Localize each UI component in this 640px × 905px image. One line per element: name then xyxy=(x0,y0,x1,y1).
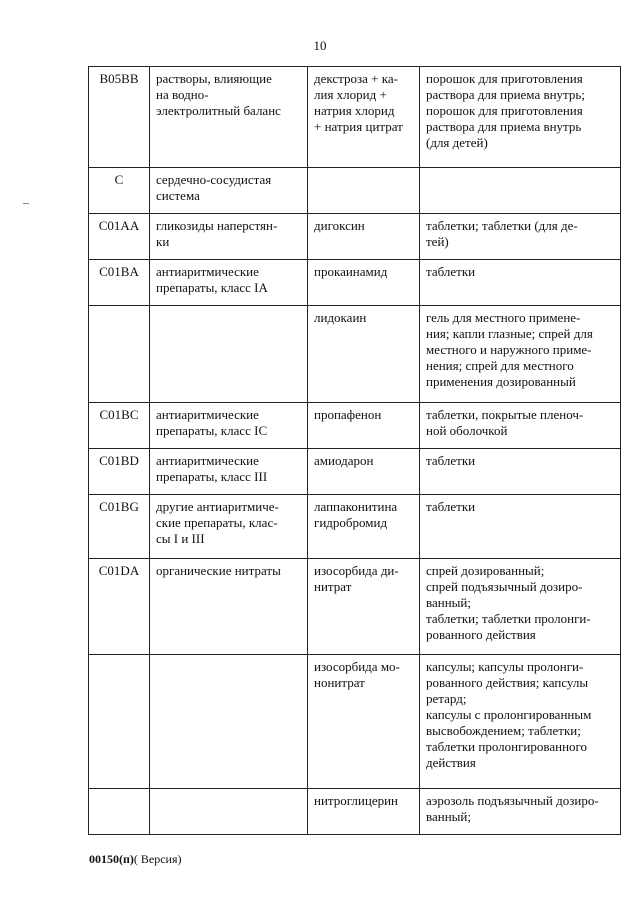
form-cell: порошок для приготовления раствора для приема внутрь; порошок для приготовления раствора для приема внутрь (для детей) xyxy=(420,67,621,168)
table-row xyxy=(89,495,621,559)
page-number: 10 xyxy=(313,38,327,53)
form-cell: спрей дозированный; спрей подъязычный дозиро- ванный; таблетки; таблетки пролонги- рованного действия xyxy=(420,559,621,655)
group-cell: антиаритмические препараты, класс IC xyxy=(150,403,308,449)
drug-cell: изосорбида ди- нитрат xyxy=(308,559,420,655)
group-cell: антиаритмические препараты, класс IA xyxy=(150,260,308,306)
drug-cell: пропафенон xyxy=(308,403,420,449)
group-cell: другие антиаритмиче- ские препараты, клас- сы I и III xyxy=(150,495,308,559)
group-cell: антиаритмические препараты, класс III xyxy=(150,449,308,495)
version-label: ( Версия) xyxy=(133,852,182,866)
table-row xyxy=(89,168,621,214)
atc-code-cell: B05BB xyxy=(89,67,150,168)
drug-cell: прокаинамид xyxy=(308,260,420,306)
margin-mark xyxy=(23,203,29,204)
atc-code-cell xyxy=(89,655,150,789)
drug-cell: нитроглицерин xyxy=(308,789,420,835)
table-row xyxy=(89,403,621,449)
table-row xyxy=(89,214,621,260)
atc-code-cell xyxy=(89,306,150,403)
form-cell: аэрозоль подъязычный дозиро- ванный; xyxy=(420,789,621,835)
drug-cell: изосорбида мо- нонитрат xyxy=(308,655,420,789)
form-cell: таблетки xyxy=(420,495,621,559)
group-cell: сердечно-сосудистая система xyxy=(150,168,308,214)
form-cell: таблетки; таблетки (для де- тей) xyxy=(420,214,621,260)
drug-cell: амиодарон xyxy=(308,449,420,495)
atc-code-cell: C01BD xyxy=(89,449,150,495)
atc-code-cell: C01BG xyxy=(89,495,150,559)
table-row xyxy=(89,67,621,168)
drug-cell: дигоксин xyxy=(308,214,420,260)
group-cell xyxy=(150,789,308,835)
form-cell: гель для местного примене- ния; капли глазные; спрей для местного и наружного приме- нения; спрей для местного применения дозированный xyxy=(420,306,621,403)
atc-code-cell: C01AA xyxy=(89,214,150,260)
form-cell: таблетки, покрытые пленоч- ной оболочкой xyxy=(420,403,621,449)
drug-cell: лидокаин xyxy=(308,306,420,403)
group-cell: гликозиды наперстян- ки xyxy=(150,214,308,260)
form-cell: таблетки xyxy=(420,449,621,495)
group-cell xyxy=(150,306,308,403)
atc-code-cell: C xyxy=(89,168,150,214)
group-cell: растворы, влияющие на водно- электролитный баланс xyxy=(150,67,308,168)
drug-table xyxy=(88,66,621,835)
atc-code-cell: C01BA xyxy=(89,260,150,306)
atc-code-cell: C01DA xyxy=(89,559,150,655)
form-cell: таблетки xyxy=(420,260,621,306)
document-footer xyxy=(89,852,182,867)
group-cell: органические нитраты xyxy=(150,559,308,655)
table-row xyxy=(89,789,621,835)
atc-code-cell: C01BC xyxy=(89,403,150,449)
table-row xyxy=(89,260,621,306)
group-cell xyxy=(150,655,308,789)
table-row xyxy=(89,449,621,495)
table-row xyxy=(89,655,621,789)
drug-cell xyxy=(308,168,420,214)
drug-cell: декстроза + ка- лия хлорид + натрия хлорид + натрия цитрат xyxy=(308,67,420,168)
form-cell xyxy=(420,168,621,214)
table-row xyxy=(89,306,621,403)
document-code: 00150(п) xyxy=(89,852,134,866)
table-row xyxy=(89,559,621,655)
form-cell: капсулы; капсулы пролонги- рованного действия; капсулы ретард; капсулы с пролонгированным высвобождением; таблетки; таблетки пролонгированного действия xyxy=(420,655,621,789)
drug-cell: лаппаконитина гидробромид xyxy=(308,495,420,559)
atc-code-cell xyxy=(89,789,150,835)
